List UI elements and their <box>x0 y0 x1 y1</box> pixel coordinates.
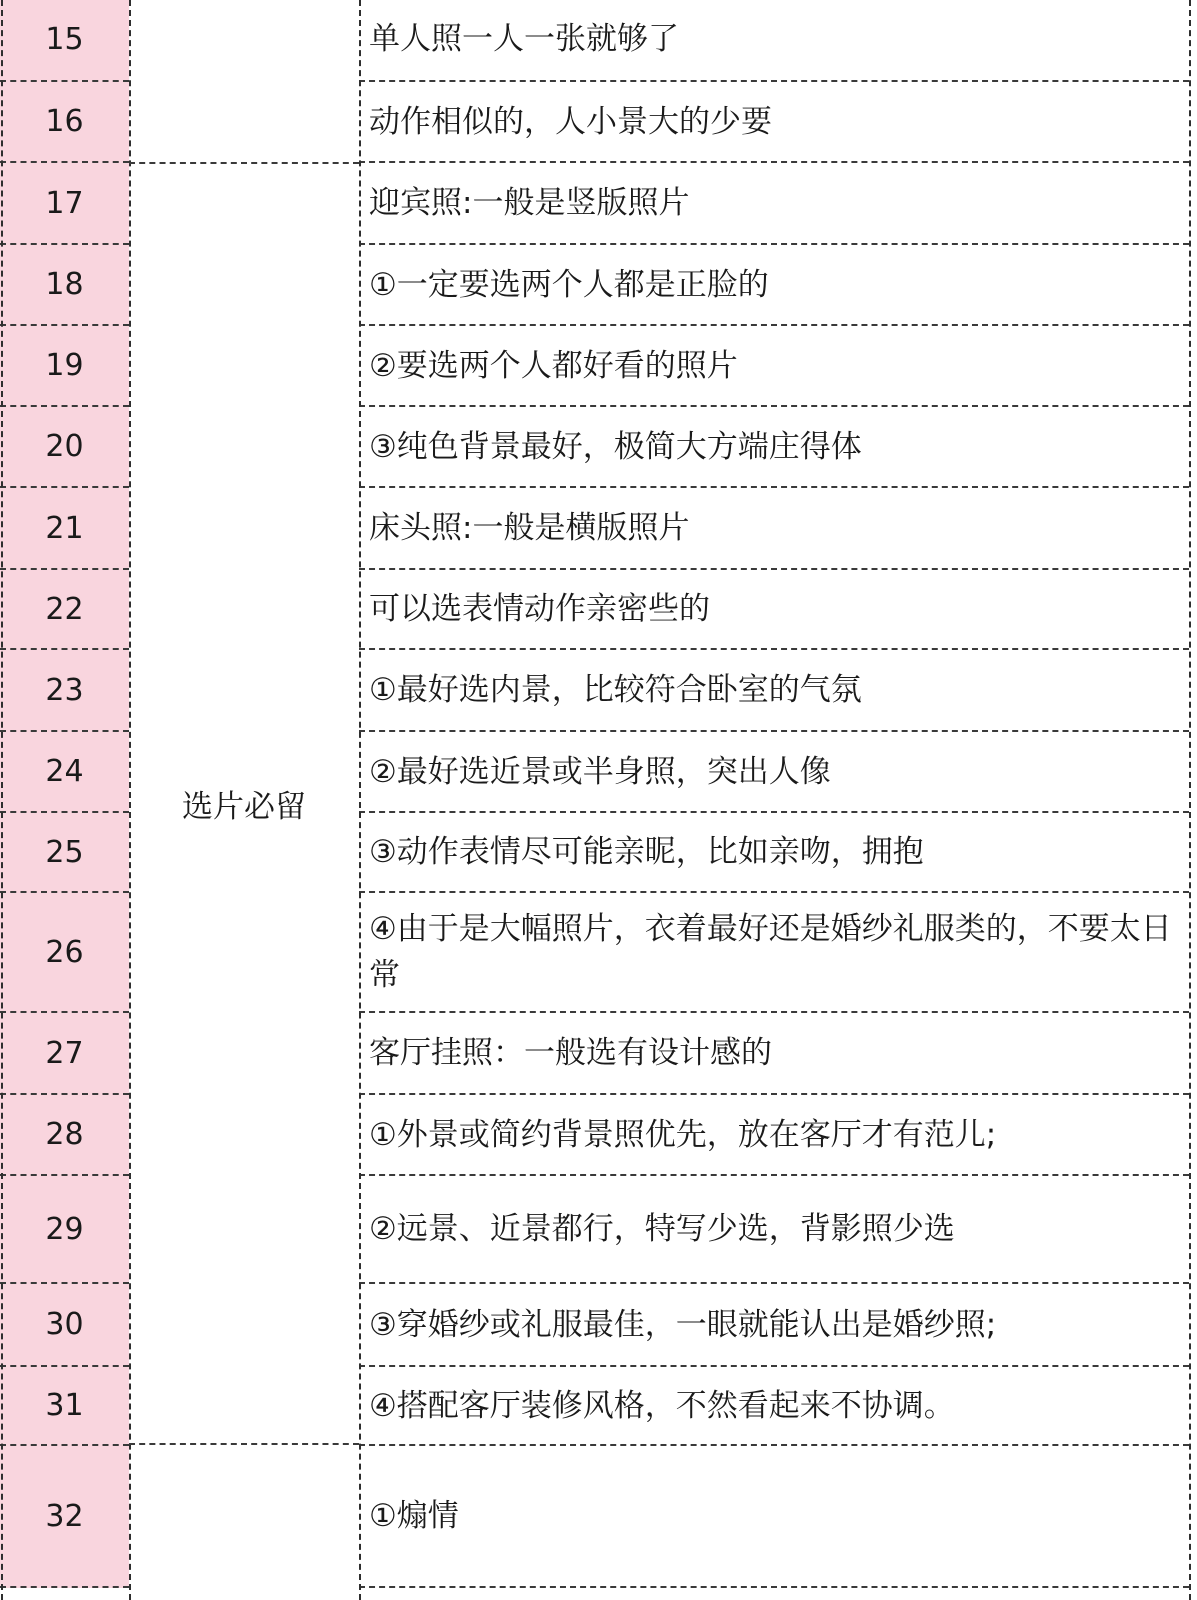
row-text-cell[interactable] <box>359 893 1189 1013</box>
row-number: 30 <box>45 1307 84 1342</box>
row-text: ①最好选内景，比较符合卧室的气氛 <box>369 672 862 708</box>
row-number-cell[interactable] <box>0 326 129 407</box>
row-number-cell[interactable] <box>0 813 129 893</box>
row-number-cell[interactable] <box>0 893 129 1013</box>
row-text: ②要选两个人都好看的照片 <box>369 347 738 384</box>
row-text: ①外景或简约背景照优先，放在客厅才有范儿; <box>369 1116 997 1153</box>
row-number-cell[interactable] <box>0 1013 129 1095</box>
row-number: 23 <box>45 672 84 708</box>
category-label: 选片必留 <box>182 789 306 825</box>
row-text: ④由于是大幅照片，衣着最好还是婚纱礼服类的，不要太日常 <box>369 911 1172 993</box>
row-number: 27 <box>45 1035 84 1071</box>
row-text: 床头照:一般是横版照片 <box>369 510 690 546</box>
row-text-cell[interactable] <box>359 0 1189 82</box>
group-divider-bottom <box>129 1443 359 1445</box>
row-number: 18 <box>45 267 84 302</box>
row-number-cell[interactable] <box>0 570 129 650</box>
category-column-border <box>359 0 361 1600</box>
row-number: 25 <box>45 834 84 870</box>
category-cell[interactable] <box>129 163 359 1444</box>
row-number: 17 <box>45 185 84 221</box>
row-text: ②最好选近景或半身照，突出人像 <box>369 753 831 790</box>
row-text: 可以选表情动作亲密些的 <box>369 591 710 627</box>
row-number: 20 <box>45 429 84 464</box>
row-number-cell[interactable] <box>0 732 129 813</box>
row-text: ③纯色背景最好，极简大方端庄得体 <box>369 428 862 465</box>
row-number-cell[interactable] <box>0 1367 129 1446</box>
row-text-cell[interactable] <box>359 1367 1189 1446</box>
row-text-cell[interactable] <box>359 570 1189 650</box>
row-text-cell[interactable] <box>359 813 1189 893</box>
row-text-cell[interactable] <box>359 1013 1189 1095</box>
row-text: 迎宾照:一般是竖版照片 <box>369 185 690 221</box>
row-text: ④搭配客厅装修风格，不然看起来不协调。 <box>369 1387 955 1424</box>
left-border <box>1 0 3 1600</box>
row-number: 29 <box>45 1211 84 1247</box>
row-text: 动作相似的，人小景大的少要 <box>369 103 772 140</box>
row-number: 28 <box>45 1117 84 1152</box>
row-text-cell[interactable] <box>359 1095 1189 1176</box>
row-number-cell[interactable] <box>0 407 129 488</box>
row-number: 22 <box>45 591 84 627</box>
row-number-cell[interactable] <box>0 1095 129 1176</box>
row-number-cell[interactable] <box>0 82 129 163</box>
row-number: 26 <box>45 934 84 970</box>
row-text-cell[interactable] <box>359 326 1189 407</box>
row-text: ③动作表情尽可能亲昵，比如亲吻，拥抱 <box>369 834 924 870</box>
row-number: 32 <box>45 1498 84 1534</box>
row-number-cell[interactable] <box>0 245 129 326</box>
right-border <box>1189 0 1191 1600</box>
row-text-cell[interactable] <box>359 488 1189 570</box>
row-text-cell[interactable] <box>359 650 1189 732</box>
row-text: ①一定要选两个人都是正脸的 <box>369 266 769 303</box>
row-number: 19 <box>45 348 84 383</box>
row-number: 15 <box>45 21 84 57</box>
row-number: 24 <box>45 754 84 789</box>
row-text-cell[interactable] <box>359 732 1189 813</box>
row-number-cell[interactable] <box>0 1446 129 1588</box>
row-text-cell[interactable] <box>359 1284 1189 1367</box>
row-number-cell[interactable] <box>0 650 129 732</box>
row-number: 21 <box>45 510 84 546</box>
row-number-cell[interactable] <box>0 163 129 245</box>
row-text-cell[interactable] <box>359 245 1189 326</box>
row-text-cell[interactable] <box>359 1176 1189 1284</box>
group-divider-top <box>129 162 359 164</box>
row-text-cell[interactable] <box>359 1446 1189 1588</box>
row-number-cell[interactable] <box>0 1284 129 1367</box>
row-text-cell[interactable] <box>359 407 1189 488</box>
row-number-cell[interactable] <box>0 1176 129 1284</box>
row-number-cell[interactable] <box>0 0 129 82</box>
row-text: ①煽情 <box>369 1498 459 1534</box>
row-number-cell[interactable] <box>0 488 129 570</box>
row-text: ②远景、近景都行，特写少选，背影照少选 <box>369 1211 955 1247</box>
row-text: 单人照一人一张就够了 <box>369 21 679 57</box>
row-text: 客厅挂照：一般选有设计感的 <box>369 1035 772 1071</box>
row-text-cell[interactable] <box>359 163 1189 245</box>
number-column-border <box>129 0 131 1600</box>
row-number: 31 <box>45 1388 84 1423</box>
row-text-cell[interactable] <box>359 82 1189 163</box>
row-text: ③穿婚纱或礼服最佳，一眼就能认出是婚纱照; <box>369 1306 997 1343</box>
row-number: 16 <box>45 104 84 139</box>
